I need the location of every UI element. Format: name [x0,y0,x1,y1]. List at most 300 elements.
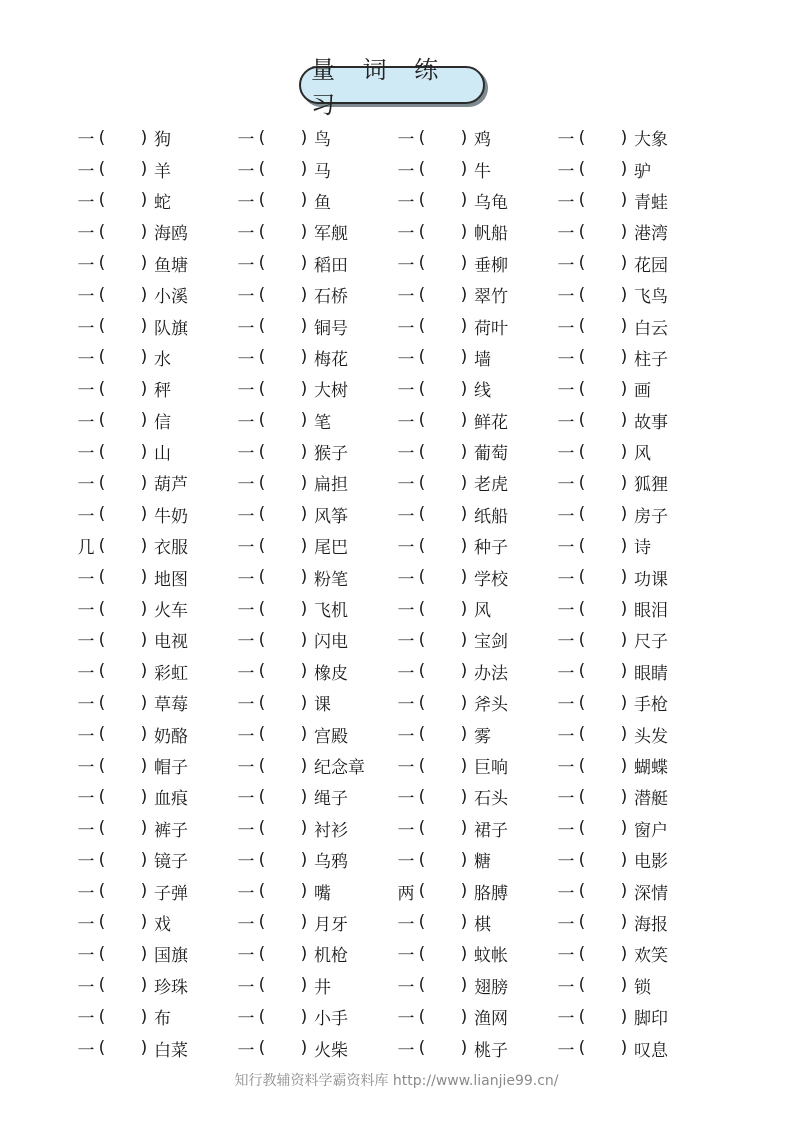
open-paren: ( [98,284,106,305]
numeral: 一 [237,789,255,810]
open-paren: ( [418,127,426,148]
numeral: 一 [397,789,415,810]
exercise-item [396,596,556,621]
exercise-row [76,1032,716,1063]
noun-word: 羊 [154,161,171,182]
noun-word: 狗 [154,130,171,151]
noun-word: 石头 [474,789,508,810]
exercise-row [76,781,716,812]
exercise-item [236,784,396,809]
noun-word: 鱼 [314,192,331,213]
numeral: 一 [237,601,255,622]
numeral: 两 [397,883,415,904]
open-paren: ( [578,410,586,431]
noun-word: 乌鸦 [314,852,348,873]
numeral: 一 [237,538,255,559]
open-paren: ( [578,535,586,556]
close-paren: ) [460,943,468,964]
exercise-item [556,314,716,339]
noun-word: 马 [314,161,331,182]
close-paren: ) [300,567,308,588]
numeral: 一 [397,946,415,967]
numeral: 一 [397,569,415,590]
open-paren: ( [258,535,266,556]
numeral: 一 [77,412,95,433]
noun-word: 课 [314,695,331,716]
close-paren: ) [300,410,308,431]
open-paren: ( [258,504,266,525]
open-paren: ( [98,943,106,964]
open-paren: ( [578,347,586,368]
close-paren: ) [300,818,308,839]
exercise-row [76,593,716,624]
close-paren: ) [300,755,308,776]
close-paren: ) [300,127,308,148]
close-paren: ) [460,629,468,650]
exercise-item [236,973,396,998]
noun-word: 翅膀 [474,977,508,998]
close-paren: ) [460,818,468,839]
numeral: 一 [557,538,575,559]
numeral: 一 [397,758,415,778]
close-paren: ) [300,849,308,870]
exercise-item [556,188,716,213]
noun-word: 锁 [634,977,651,998]
noun-word: 闪电 [314,632,348,653]
exercise-item [76,973,236,998]
open-paren: ( [98,221,106,242]
numeral: 一 [397,601,415,622]
close-paren: ) [300,441,308,462]
numeral: 一 [77,381,95,402]
noun-word: 胳膊 [474,883,508,904]
open-paren: ( [258,598,266,619]
noun-word: 铜号 [314,318,348,339]
numeral: 一 [397,632,415,653]
noun-word: 斧头 [474,695,508,716]
open-paren: ( [578,975,586,996]
noun-word: 海鸥 [154,224,188,245]
numeral: 一 [397,130,415,151]
exercise-row [76,530,716,561]
open-paren: ( [578,818,586,839]
open-paren: ( [578,284,586,305]
close-paren: ) [620,378,628,399]
noun-word: 山 [154,444,171,465]
open-paren: ( [418,629,426,650]
exercise-row [76,687,716,718]
exercise-row [76,656,716,687]
noun-word: 电视 [154,632,188,653]
exercise-row [76,405,716,436]
close-paren: ) [140,1006,148,1027]
open-paren: ( [98,535,106,556]
noun-word: 子弹 [154,883,188,904]
noun-word: 办法 [474,663,508,684]
exercise-item [396,314,556,339]
exercise-item [76,690,236,715]
open-paren: ( [418,849,426,870]
close-paren: ) [140,1038,148,1059]
noun-word: 奶酪 [154,726,188,747]
numeral: 一 [557,444,575,465]
close-paren: ) [620,316,628,337]
open-paren: ( [578,912,586,933]
numeral: 一 [397,977,415,998]
exercise-item [396,816,556,841]
close-paren: ) [620,849,628,870]
numeral: 一 [397,820,415,841]
noun-word: 眼泪 [634,601,668,622]
numeral: 一 [397,349,415,370]
open-paren: ( [418,347,426,368]
open-paren: ( [418,943,426,964]
close-paren: ) [140,159,148,180]
exercise-grid [76,122,716,1064]
close-paren: ) [140,472,148,493]
numeral: 一 [397,538,415,559]
exercise-row [76,875,716,906]
noun-word: 葫芦 [154,475,188,496]
close-paren: ) [460,598,468,619]
numeral: 一 [237,255,255,276]
exercise-item [556,910,716,935]
exercise-item [76,722,236,747]
exercise-item [76,1004,236,1029]
open-paren: ( [258,849,266,870]
numeral: 一 [77,789,95,810]
open-paren: ( [578,441,586,462]
noun-word: 尺子 [634,632,668,653]
noun-word: 风 [634,444,651,465]
close-paren: ) [140,316,148,337]
exercise-item [76,376,236,401]
noun-word: 诗 [634,538,651,559]
close-paren: ) [620,472,628,493]
open-paren: ( [418,598,426,619]
noun-word: 裤子 [154,820,188,841]
noun-word: 房子 [634,506,668,527]
open-paren: ( [258,190,266,211]
noun-word: 鸡 [474,130,491,151]
exercise-item [76,502,236,527]
open-paren: ( [98,316,106,337]
numeral: 一 [237,506,255,527]
numeral: 一 [237,946,255,967]
close-paren: ) [140,661,148,682]
numeral: 一 [237,820,255,841]
exercise-item [396,282,556,307]
close-paren: ) [620,221,628,242]
numeral: 一 [237,349,255,370]
close-paren: ) [300,912,308,933]
exercise-item [236,376,396,401]
close-paren: ) [460,504,468,525]
numeral: 一 [557,412,575,433]
noun-word: 镜子 [154,852,188,873]
close-paren: ) [460,410,468,431]
open-paren: ( [98,1038,106,1059]
exercise-item [396,188,556,213]
close-paren: ) [460,190,468,211]
numeral: 一 [77,444,95,465]
noun-word: 火柴 [314,1040,348,1061]
exercise-item [556,659,716,684]
exercise-item [236,1036,396,1061]
exercise-item [236,816,396,841]
exercise-item [396,219,556,244]
numeral: 一 [77,506,95,527]
close-paren: ) [620,692,628,713]
numeral: 一 [237,695,255,716]
noun-word: 种子 [474,538,508,559]
open-paren: ( [98,127,106,148]
open-paren: ( [258,221,266,242]
exercise-row [76,844,716,875]
exercise-item [556,125,716,150]
exercise-item [236,314,396,339]
close-paren: ) [620,1038,628,1059]
numeral: 一 [397,1009,415,1030]
numeral: 一 [237,663,255,684]
numeral: 一 [77,192,95,213]
exercise-row [76,467,716,498]
exercise-item [396,345,556,370]
exercise-row [76,938,716,969]
numeral: 一 [557,695,575,716]
noun-word: 宫殿 [314,726,348,747]
noun-word: 渔网 [474,1009,508,1030]
exercise-item [556,219,716,244]
numeral: 一 [397,255,415,276]
close-paren: ) [620,943,628,964]
exercise-item [556,439,716,464]
exercise-item [76,439,236,464]
noun-word: 潜艇 [634,789,668,810]
numeral: 一 [237,977,255,998]
numeral: 几 [77,538,95,559]
noun-word: 鸟 [314,130,331,151]
open-paren: ( [258,661,266,682]
numeral: 一 [237,726,255,747]
noun-word: 嘴 [314,883,331,904]
close-paren: ) [300,1038,308,1059]
noun-word: 翠竹 [474,287,508,308]
noun-word: 港湾 [634,224,668,245]
exercise-item [76,188,236,213]
noun-word: 眼睛 [634,663,668,684]
numeral: 一 [557,569,575,590]
open-paren: ( [258,975,266,996]
numeral: 一 [557,632,575,653]
open-paren: ( [418,504,426,525]
open-paren: ( [578,253,586,274]
close-paren: ) [140,535,148,556]
close-paren: ) [140,818,148,839]
open-paren: ( [98,629,106,650]
numeral: 一 [237,224,255,245]
exercise-item [76,157,236,182]
noun-word: 尾巴 [314,538,348,559]
open-paren: ( [98,724,106,745]
close-paren: ) [300,786,308,807]
noun-word: 鱼塘 [154,255,188,276]
close-paren: ) [140,284,148,305]
exercise-item [236,470,396,495]
exercise-item [76,408,236,433]
noun-word: 墙 [474,349,491,370]
noun-word: 线 [474,381,491,402]
exercise-item [556,251,716,276]
noun-word: 蛇 [154,192,171,213]
numeral: 一 [77,1040,95,1061]
noun-word: 宝剑 [474,632,508,653]
open-paren: ( [418,1006,426,1027]
open-paren: ( [258,1038,266,1059]
noun-word: 信 [154,412,171,433]
close-paren: ) [140,504,148,525]
numeral: 一 [557,1009,575,1030]
open-paren: ( [418,818,426,839]
numeral: 一 [77,349,95,370]
close-paren: ) [620,629,628,650]
numeral: 一 [77,318,95,339]
noun-word: 粉笔 [314,569,348,590]
open-paren: ( [258,567,266,588]
open-paren: ( [418,912,426,933]
numeral: 一 [237,475,255,496]
numeral: 一 [77,946,95,967]
open-paren: ( [98,472,106,493]
noun-word: 白云 [634,318,668,339]
exercise-item [396,659,556,684]
numeral: 一 [77,632,95,653]
exercise-item [396,879,556,904]
noun-word: 飞鸟 [634,287,668,308]
numeral: 一 [77,475,95,496]
open-paren: ( [578,849,586,870]
exercise-item [556,1004,716,1029]
noun-word: 衣服 [154,538,188,559]
numeral: 一 [557,663,575,684]
noun-word: 风 [474,601,491,622]
close-paren: ) [140,692,148,713]
exercise-item [556,973,716,998]
exercise-item [76,125,236,150]
numeral: 一 [557,475,575,496]
open-paren: ( [258,912,266,933]
exercise-item [236,722,396,747]
open-paren: ( [258,818,266,839]
exercise-row [76,153,716,184]
noun-word: 欢笑 [634,946,668,967]
exercise-item [396,157,556,182]
exercise-item [396,125,556,150]
noun-word: 绳子 [314,789,348,810]
close-paren: ) [460,692,468,713]
open-paren: ( [578,629,586,650]
noun-word: 功课 [634,569,668,590]
open-paren: ( [98,159,106,180]
close-paren: ) [620,818,628,839]
noun-word: 手枪 [634,695,668,716]
exercise-item [556,282,716,307]
close-paren: ) [140,881,148,902]
exercise-item [236,565,396,590]
close-paren: ) [140,190,148,211]
close-paren: ) [460,567,468,588]
open-paren: ( [418,190,426,211]
close-paren: ) [300,159,308,180]
open-paren: ( [98,692,106,713]
numeral: 一 [557,255,575,276]
numeral: 一 [557,852,575,873]
noun-word: 脚印 [634,1009,668,1030]
numeral: 一 [557,977,575,998]
numeral: 一 [397,192,415,213]
close-paren: ) [140,378,148,399]
close-paren: ) [140,347,148,368]
exercise-item [556,470,716,495]
open-paren: ( [258,159,266,180]
close-paren: ) [300,661,308,682]
exercise-item [396,973,556,998]
numeral: 一 [557,161,575,182]
close-paren: ) [140,786,148,807]
open-paren: ( [98,378,106,399]
open-paren: ( [578,943,586,964]
open-paren: ( [98,190,106,211]
close-paren: ) [460,472,468,493]
numeral: 一 [557,506,575,527]
noun-word: 青蛙 [634,192,668,213]
close-paren: ) [300,472,308,493]
close-paren: ) [140,755,148,776]
numeral: 一 [77,601,95,622]
exercise-item [556,690,716,715]
exercise-row [76,907,716,938]
open-paren: ( [258,881,266,902]
exercise-item [396,439,556,464]
numeral: 一 [557,1040,575,1061]
numeral: 一 [557,287,575,308]
close-paren: ) [620,1006,628,1027]
open-paren: ( [578,1006,586,1027]
noun-word: 深情 [634,883,668,904]
noun-word: 桃子 [474,1040,508,1061]
numeral: 一 [237,444,255,465]
close-paren: ) [620,598,628,619]
numeral: 一 [557,820,575,841]
numeral: 一 [77,224,95,245]
close-paren: ) [460,1038,468,1059]
open-paren: ( [418,975,426,996]
exercise-item [556,941,716,966]
close-paren: ) [620,410,628,431]
numeral: 一 [557,192,575,213]
numeral: 一 [77,852,95,873]
close-paren: ) [140,849,148,870]
noun-word: 鲜花 [474,412,508,433]
close-paren: ) [140,912,148,933]
exercise-row [76,499,716,530]
noun-word: 帆船 [474,224,508,245]
worksheet-title-badge [299,56,485,119]
exercise-item [556,879,716,904]
close-paren: ) [460,975,468,996]
exercise-item [76,596,236,621]
numeral: 一 [77,161,95,182]
